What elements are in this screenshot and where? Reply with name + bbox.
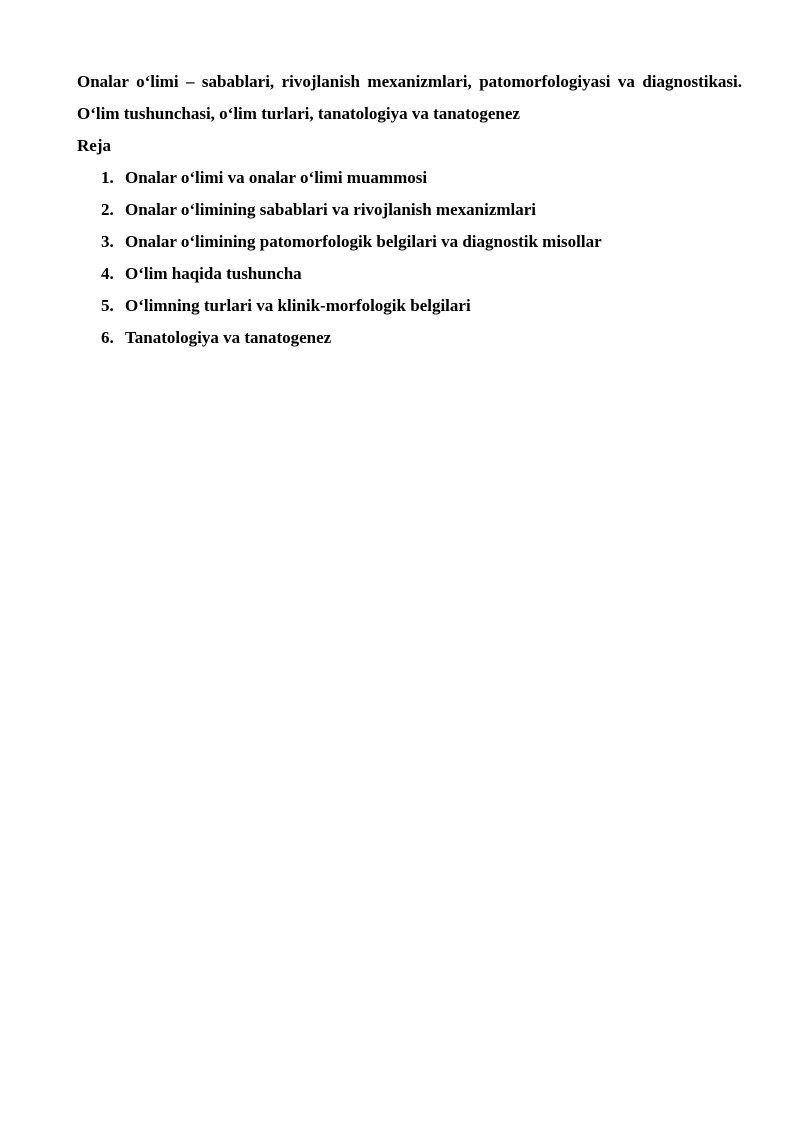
plan-item — [77, 322, 742, 354]
document-page — [77, 66, 742, 354]
plan-item-number: 4. — [101, 264, 114, 283]
plan-item-text: Onalar o‘limi va onalar o‘limi muammosi — [125, 168, 428, 187]
plan-item-text: Onalar o‘limining patomorfologik belgilari va diagnostik misollar — [125, 232, 602, 251]
document-title: Onalar o‘limi – sabablari, rivojlanish mexanizmlari, patomorfologiyasi va diagnostikasi. O‘lim tushunchasi, o‘lim turlari, tanatologiya va tanatogenez — [77, 72, 742, 123]
plan-item — [77, 226, 742, 258]
plan-item — [77, 162, 742, 194]
plan-item-text: Onalar o‘limining sabablari va rivojlanish mexanizmlari — [125, 200, 537, 219]
plan-item-text: O‘limning turlari va klinik-morfologik belgilari — [125, 296, 471, 315]
plan-item — [77, 258, 742, 290]
plan-item-number: 1. — [101, 168, 114, 187]
plan-item — [77, 194, 742, 226]
plan-item — [77, 290, 742, 322]
plan-item-text: Tanatologiya va tanatogenez — [125, 328, 332, 347]
plan-list — [77, 162, 742, 354]
plan-item-text: O‘lim haqida tushuncha — [125, 264, 302, 283]
plan-item-number: 2. — [101, 200, 114, 219]
plan-item-number: 6. — [101, 328, 114, 347]
plan-heading: Reja — [77, 136, 111, 155]
plan-item-number: 3. — [101, 232, 114, 251]
plan-item-number: 5. — [101, 296, 114, 315]
